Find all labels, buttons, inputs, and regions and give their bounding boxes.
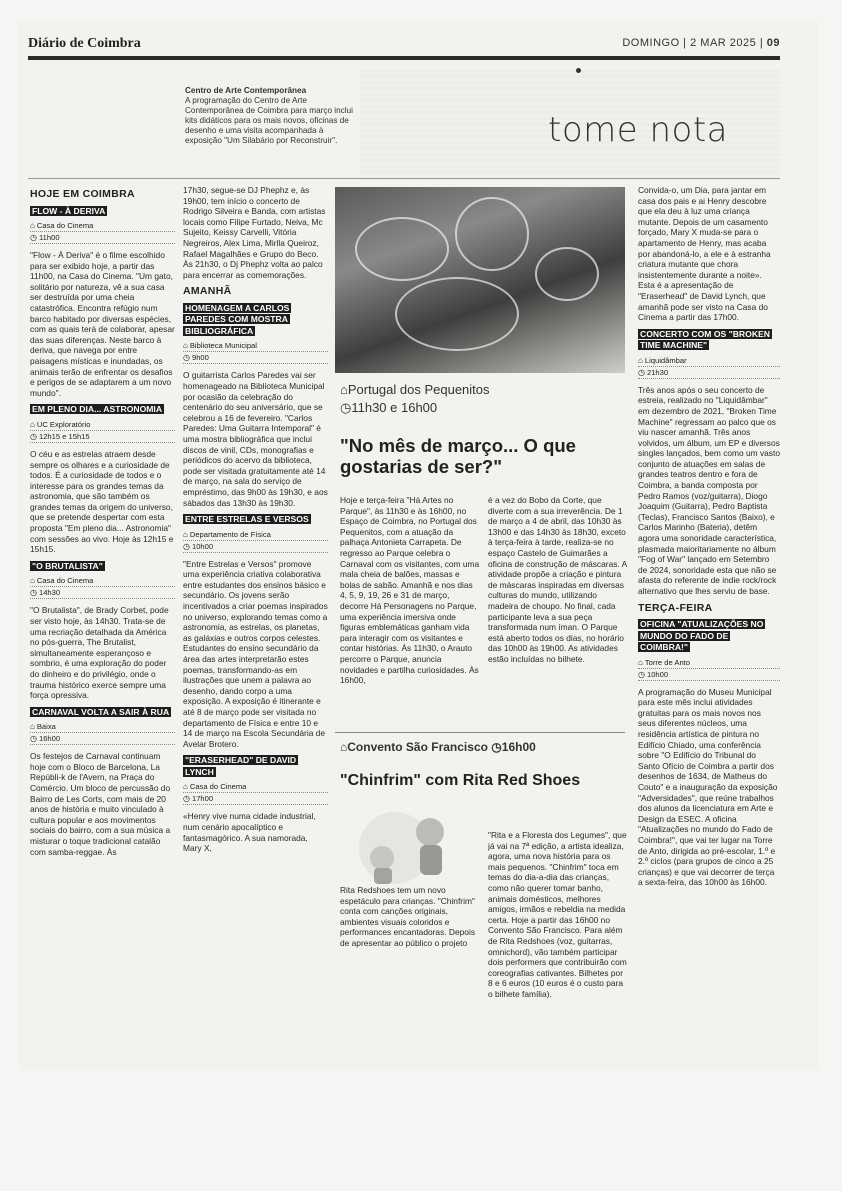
event-time: 9h00 — [191, 353, 209, 363]
feature2-text-1: Rita Redshoes tem um novo espetáculo para crianças. "Chinfrim" conta com canções originais, ambientes visuais coloridos e performances encantadoras. Depois de apresentar ao público o projeto — [340, 885, 476, 948]
event-text: O guitarrista Carlos Paredes vai ser homenageado na Biblioteca Municipal por ocasião da celebração do centenário do seu aniversário, que se celebrou a 16 de fevereiro. "Carlos Paredes: Uma Guitarra Intemporal" é uma mostra bibliográfica que inclui discos de vinil, CDs, monografias e periódicos do acervo da biblioteca, pode ser visitada gratuitamente até 14 de março, na sala do serviço de empréstimo, das 9h00 às 19h30, e aos sábados das 13h30 às 19h30. — [183, 370, 328, 508]
event-time: 14h30 — [38, 588, 61, 598]
house-icon: ⌂ — [30, 576, 35, 586]
feature1-text-1: Hoje e terça-feira "Há Artes no Parque", às 11h30 e às 16h00, no Espaço de Coimbra, no Portugal dos Pequenitos, com a atuação da palhaça Antonieta Carrapeta. De regresso ao Parque celebra o Carnaval com os visitantes, com uma mala cheia de balões, massas e bolas de sabão. Amanhã e nos dias 4, 5, 9, 19, 26 e 31 de março, decorre Há Personagens no Parque, uma experiência imersiva onde figuras emblemáticas ganham vida para interagir com os visitantes e contar histórias. Às 11h30, o Arauto percorre o Parque, anuncia novidades e partilha curiosidades. Às 16h00, — [340, 495, 480, 686]
event-text: «Henry vive numa cidade industrial, num cenário apocalíptico e fantasmagórico. A sua namorada, Mary X, — [183, 811, 316, 854]
event-tag: ENTRE ESTRELAS E VERSOS — [185, 514, 309, 525]
clown-bubbles-photo — [335, 187, 625, 373]
singer-illustration — [340, 800, 480, 885]
teaser-title: Centro de Arte Contemporânea — [185, 86, 307, 95]
feature1-col2 — [488, 495, 628, 671]
event-tag: "O BRUTALISTA" — [32, 560, 103, 571]
clock-icon: ◷ — [30, 233, 37, 243]
feature1-headline: "No mês de março... O que gostarias de ser?" — [340, 435, 576, 477]
feature1-time: 11h30 e 16h00 — [351, 400, 438, 415]
clock-icon: ◷ — [638, 367, 645, 377]
section-title: tome nota — [548, 110, 728, 150]
event-text: "Entre Estrelas e Versos" promove uma experiência criativa colaborativa entre estudantes dos ensinos básico e secundário. Os jovens serão incentivados a criar poemas inspirados no universo, explorando temas como a astronomia, as estrelas, os planetas, as galáxias e outros corpos celestes. Estudantes do ensino secundário da área das artes interpretarão estes poemas, transformando-as em ilustrações que unem a palavra ao desenho, dando corpo a uma exposição. A exposição é itinerante e até 8 de março pode ser visitada no departamento de Física e entre 10 e 14 de março na Escola Secundária de Avelar Brotero. — [183, 558, 328, 749]
masthead-rule — [28, 56, 780, 60]
event-text: A programação do Museu Municipal para este mês inclui atividades gratuitas para os mais novos nos seus diferentes núcleos, uma residência artística de pintura no Edifício Chiado, uma conferência sobre "O Edifício do Tribunal do Santo Ofício de Coimbra a partir dos desenhos de 1634, de Matheus do Couto" e a inauguração da exposição "Adversidades", que reúne trabalhos dos alunos da licenciatura em Arte e Design da ESEC. A oficina "Atualizações no mundo do Fado de Coimbra!", que vai ter lugar na Torre de Anto, dirigida ao pré-escolar, 1.º e 2.º ciclos (para grupos de cinco a 25 crianças) e que vai decorrer de terça a sexta-feira, das 10h00 às 16h00. — [638, 686, 778, 888]
middle-column — [183, 185, 328, 860]
event-item — [183, 303, 328, 508]
event-place: Biblioteca Municipal — [189, 341, 257, 351]
event-tag: CARNAVAL VOLTA A SAIR À RUA — [32, 706, 170, 717]
feature2-rule — [335, 732, 625, 733]
day: DOMINGO — [622, 37, 680, 49]
clock-icon: ◷ — [638, 669, 645, 679]
house-icon: ⌂ — [183, 341, 188, 351]
event-time: 10h00 — [646, 669, 669, 679]
page-number: 09 — [766, 37, 780, 49]
house-icon: ⌂ — [638, 355, 643, 365]
clock-icon: ◷ — [183, 794, 190, 804]
event-place: Baixa — [36, 722, 56, 732]
event-place: Casa do Cinema — [189, 782, 247, 792]
clock-icon: ◷ — [491, 740, 502, 754]
event-time: 21h30 — [646, 367, 669, 377]
date: 2 MAR 2025 — [690, 37, 757, 49]
event-time: 16h00 — [38, 734, 61, 744]
house-icon: ⌂ — [30, 419, 35, 429]
event-time: 10h00 — [191, 541, 214, 551]
event-place: Liquidâmbar — [644, 355, 687, 365]
feature2-col2 — [488, 830, 628, 1006]
event-text: O céu e as estrelas atraem desde sempre os olhares e a curiosidade de todos. É a curiosidade de todos e o interesse para os grandes temas da astronomia, que são também os grandes temas da origem do universo, que se pretende despertar com esta proposta "Em pleno dia... Astronomia" com sessões ao vivo. Hoje às 12h15 e 15h15. — [30, 448, 174, 555]
feature2-info — [340, 740, 536, 754]
house-icon: ⌂ — [340, 740, 348, 754]
event-place: Casa do Cinema — [36, 221, 94, 231]
house-icon: ⌂ — [183, 782, 188, 792]
event-text: "O Brutalista", de Brady Corbet, pode ser visto hoje, às 14h30. Trata-se de uma recriação detalhada da América no pós-guerra, The Brutalist, simultaneamente esperançoso e sombrio, é uma exploração do poder do dinheiro e do privilégio, onde o trauma histórico exerce sempre uma força opressiva. — [30, 605, 169, 701]
feature1-text-2: é a vez do Bobo da Corte, que diverte com a sua irreverência. De 1 de março a 4 de abril, das 10h30 às 13h00 e das 14h30 às 18h30, exceto à terça-feira à tarde, realiza-se no espaço Castelo de Guimarães a oficina de construção de máscaras. A atividade propõe a criação e pintura de máscaras inspiradas em diversas culturas do mundo, utilizando madeira de choupo. No final, cada participante leva a sua peça transformada num íman. O Parque está aberto todos os dias, no horário das 10h00 às 19h00. As atividades estão incluídas no bilhete. — [488, 495, 627, 664]
masthead — [28, 36, 780, 56]
feature1-info — [340, 381, 490, 417]
feature2-place: Convento São Francisco — [347, 740, 488, 754]
event-tag: HOMENAGEM A CARLOS PAREDES COM MOSTRA BIBLIOGRÁFICA — [185, 302, 290, 336]
clock-icon: ◷ — [30, 431, 37, 441]
section-rule — [28, 178, 780, 179]
event-item — [183, 755, 328, 853]
brand-logo: Diário de Coimbra — [28, 36, 141, 51]
clock-icon: ◷ — [183, 541, 190, 551]
clock-icon: ◷ — [30, 588, 37, 598]
feature2-col1 — [340, 885, 480, 955]
event-time: 12h15 e 15h15 — [38, 431, 90, 441]
event-item — [30, 206, 175, 399]
event-text: Três anos após o seu concerto de estreia, realizado no "Liquidâmbar" em dezembro de 2021, "Broken Time Machine" regressam ao palco que os viu nascer amanhã. Três anos volvidos, um álbum, um EP e diversos singles lançados, bem como um vasto conjunto de atuações em salas de grandes teatros dentro e fora de Coimbra, a banda composta por Pedro Ramos (voz/guitarra), Diogo Joaquim (Guitarra), Pedro Baptista (Teclas), Francisco Santos (Baixo), e Carlos Marinho (Bateria), detêm agora uma sonoridade característica, plasmada maioritariamente no álbum "Fog of War" lançado em Setembro de 2024, sonoridade esta que não se afasta do referente de indie rock/rock alternativo que lhes serviu de base. — [638, 384, 780, 596]
clock-icon: ◷ — [183, 353, 190, 363]
event-item — [638, 329, 780, 597]
event-tag: OFICINA "ATUALIZAÇÕES NO MUNDO DO FADO DE COIMBRA!" — [640, 619, 764, 653]
event-time: 11h00 — [38, 233, 60, 243]
dot-mark — [576, 68, 581, 73]
feature2-time: 16h00 — [501, 740, 536, 754]
event-place: UC Exploratório — [36, 419, 91, 429]
feature1-col1 — [340, 495, 480, 692]
house-icon: ⌂ — [30, 221, 35, 231]
house-icon: ⌂ — [183, 529, 188, 539]
heading-today: HOJE EM COIMBRA — [30, 188, 135, 200]
teaser-box — [185, 86, 355, 146]
house-icon: ⌂ — [30, 722, 35, 732]
feature2-headline: "Chinfrim" com Rita Red Shoes — [340, 772, 581, 789]
event-item — [30, 707, 175, 857]
event-time: 17h00 — [191, 794, 214, 804]
event-tag: EM PLENO DIA... ASTRONOMIA — [32, 404, 163, 415]
event-place: Casa do Cinema — [36, 576, 94, 586]
house-icon: ⌂ — [340, 382, 348, 397]
feature1-place: Portugal dos Pequenitos — [347, 382, 490, 397]
heading-tomorrow: AMANHÃ — [183, 285, 232, 298]
event-item — [183, 514, 328, 749]
event-tag: CONCERTO COM OS "BROKEN TIME MACHINE" — [640, 328, 770, 351]
feature2-text-2: "Rita e a Floresta dos Legumes", que já vai na 7ª edição, a artista idealiza, agora, uma nova história para os mais pequenos. "Chinfrim" toca em temas do dia-a-dia das crianças, como não querer tomar banho, animais domésticos, melhores amigos, irmãos e rebeldia na medida certa. Hoje a partir das 16h00 no Convento São Francisco. Para além de Rita Redshoes (voz, guitarras, omnichord), vão também participar dois performers que contribuirão com coreografias cativantes. Bilhetes por 8 e 6 euros (10 euros é o custo para o bilhete família). — [488, 830, 627, 999]
event-place: Torre de Anto — [644, 657, 691, 667]
clock-icon: ◷ — [30, 734, 37, 744]
event-text: Os festejos de Carnaval continuam hoje com o Bloco de Barcelona, La Repúbli-k de l'Avern, na Praça do Comércio. Um bloco de percussão do Bairro de Les Corts, com mais de 20 anos de história e muito vinculado à cultura popular e aos movimentos sociais do bairro, com a sua música a misturar o toque tradicional catalão com samba-reggae. Às — [30, 751, 171, 857]
event-item — [30, 404, 175, 554]
event-item — [638, 619, 780, 888]
left-column — [30, 185, 175, 863]
event-item — [30, 561, 175, 701]
event-place: Departamento de Física — [189, 529, 271, 539]
event-tag: "ERASERHEAD" DE DAVID LYNCH — [185, 755, 297, 777]
continued-text: Convida-o, um Dia, para jantar em casa dos pais e ai Henry descobre que ela deu à luz uma criança mutante. Depois de um casamento forçado, Mary X muda-se para o apartamento de Henry, mas acaba por abandoná-lo, a ele e à estranha criatura mutante que chora insistentemente durante a noite». Esta é a apresentação de "Eraserhead" de David Lynch, que amanhã pode ser visto na Casa do Cinema a partir das 17h00. — [638, 185, 771, 323]
house-icon: ⌂ — [638, 657, 643, 667]
event-text: "Flow - À Deriva" é o filme escolhido para ser exibido hoje, a partir das 11h00, na Casa do Cinema. "Um gato, solitário por natureza, vê a sua casa ser destruída por uma cheia catastrófica. Encontra refúgio num barco habitado por diversas espécies, com as quais terá de colaborar, apesar das suas diferenças. Neste barco à deriva, que navega por entre paisagens místicas e inundadas, os animais terão de enfrentar os desafios e perigos de se adaptarem a um novo mundo". — [30, 250, 175, 398]
dateline: DOMINGO | 2 MAR 2025 | 09 — [622, 37, 780, 49]
heading-tuesday: TERÇA-FEIRA — [638, 601, 713, 614]
event-tag: FLOW - À DERIVA — [32, 205, 106, 216]
continued-text: 17h30, segue-se DJ Phephz e, às 19h00, tem início o concerto de Rodrigo Silveira e Banda, com artistas locais como Filipe Furtado, Neiva, Mc Sujeito, Keissy Carvelli, Vitória Negreiros, Alex Lima, Mirlla Queiroz, Rafael Magalhães e Grupo do Beco. Às 21h30, o Dj Phephz volta ao palco para encerrar as comemorações. — [183, 185, 326, 280]
teaser-text: A programação do Centro de Arte Contemporânea de Coimbra para março inclui kits didáticos para os mais novos, oficinas de desenho e uma visita acompanhada à exposição "Um Silabário por Reconstruir". — [185, 96, 353, 145]
right-column — [638, 185, 780, 894]
clock-icon: ◷ — [340, 400, 352, 415]
